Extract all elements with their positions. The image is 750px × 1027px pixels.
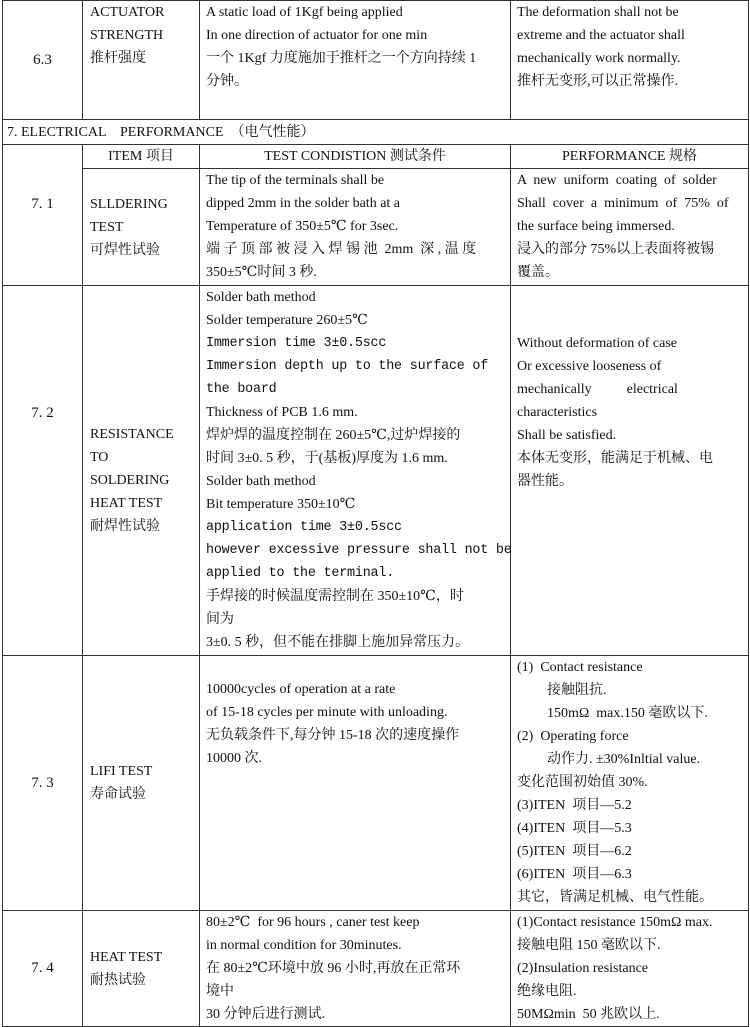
spec-table [2,0,749,1027]
condition-line: however excessive pressure shall not be [206,543,512,558]
performance-line: (6)ITEN 项目—6.3 [517,867,632,882]
spec-row-7-3 [3,656,749,911]
performance-line: mechanically electrical [517,382,678,397]
section-heading-row [3,120,749,145]
condition-line: 30 分钟后进行测试. [206,1007,325,1022]
item-name-line: STRENGTH [90,28,164,43]
performance [511,169,749,286]
item-name [83,656,200,911]
header-number-blank [3,145,83,169]
item-number: 7. 1 [3,169,83,286]
condition-line: 间为 [206,612,234,627]
condition-line: 焊炉焊的温度控制在 260±5℃,过炉焊接的 [206,428,461,443]
item-name-line: TEST [90,219,124,235]
condition-line: 10000 次. [206,751,262,766]
condition-line: Immersion depth up to the surface of [206,359,489,374]
condition-line: Thickness of PCB 1.6 mm. [206,405,358,420]
item-name [83,911,200,1027]
item-name-line: SLLDERING [90,196,168,212]
performance-line: (2) Operating force [517,729,629,744]
performance-line: (1)Contact resistance 150mΩ max. [517,915,713,930]
performance-line: 推杆无变形,可以正常操作. [517,74,678,89]
test-condition [200,169,511,286]
performance-line: 绝缘电阻. [517,984,577,999]
condition-line: 80±2℃ for 96 hours , caner test keep [206,915,420,930]
performance-line: 动作力. ±30%Inltial value. [547,752,701,767]
performance [511,911,749,1027]
item-name-line: ACTUATOR [90,5,165,20]
spec-row-7-1 [3,169,749,286]
item-name-line: SOLDERING [90,473,170,488]
spec-row-6-3 [3,1,749,120]
performance-line: (3)ITEN 项目—5.2 [517,798,632,813]
condition-line: Solder bath method [206,474,316,489]
performance-line: 150mΩ max.150 毫欧以下. [547,706,708,721]
header-performance: PERFORMANCE 规格 [511,145,749,169]
test-condition [200,286,511,656]
item-name-line: TO [90,450,109,465]
column-header-row [3,145,749,169]
condition-line: The tip of the terminals shall be [206,173,385,188]
item-name-line: 耐焊性试验 [90,519,160,534]
item-name-line: LIFI TEST [90,764,153,779]
performance-line: 本体无变形，能满足于机械、电 [517,451,713,466]
condition-line: of 15-18 cycles per minute with unloading. [206,705,448,720]
performance-line: (1) Contact resistance [517,660,643,675]
condition-line: dipped 2mm in the solder bath at a [206,196,401,211]
condition-line: Bit temperature 350±10℃ [206,497,356,512]
performance-line: the surface being immersed. [517,219,675,234]
condition-line: 一个 1Kgf 力度施加于推杆之一个方向持续 1 [206,51,477,66]
test-condition [200,656,511,911]
condition-line: 在 80±2℃环境中放 96 小时,再放在正常环 [206,961,461,976]
item-number: 7. 2 [3,286,83,656]
condition-line: 手焊接的时候温度需控制在 350±10℃，时 [206,589,464,604]
test-condition [200,1,511,120]
performance-line: 50MΩmin 50 兆欧以上. [517,1007,660,1022]
condition-line: 分钟。 [206,74,248,89]
test-condition [200,911,511,1027]
performance-line: 其它，皆满足机械、电气性能。 [517,890,713,905]
performance-line: characteristics [517,405,598,420]
performance-line: 覆盖。 [517,265,559,280]
performance-line: (4)ITEN 项目—5.3 [517,821,632,836]
condition-line: 10000cycles of operation at a rate [206,682,396,697]
item-name-line: 可焊性试验 [90,242,160,258]
performance-line: (5)ITEN 项目—6.2 [517,844,632,859]
section-title: 7. ELECTRICAL PERFORMANCE （电气性能） [3,120,749,145]
condition-line: 端 子 顶 部 被 浸 入 焊 锡 池 2mm 深 , 温 度 [206,242,477,257]
item-name-line: HEAT TEST [90,949,163,965]
performance-line: A new uniform coating of solder [517,173,717,188]
item-number: 7. 4 [3,911,83,1027]
performance-line: Shall be satisfied. [517,428,617,443]
item-name-line: 推杆强度 [90,51,146,66]
condition-line: application time 3±0.5scc [206,520,402,535]
condition-line: Immersion time 3±0.5scc [206,336,387,351]
performance [511,656,749,911]
performance-line: The deformation shall not be [517,5,679,20]
spec-row-7-2 [3,286,749,656]
performance [511,286,749,656]
condition-line: the board [206,382,277,397]
performance-line: Or excessive looseness of [517,359,662,374]
condition-line: In one direction of actuator for one min [206,28,428,43]
condition-line: Solder bath method [206,290,316,305]
performance-line: mechanically work normally. [517,51,681,66]
item-number: 6.3 [3,1,83,120]
item-name [83,169,200,286]
performance-line: 接触阻抗. [547,683,607,698]
condition-line: 境中 [206,984,234,999]
condition-line: Temperature of 350±5℃ for 3sec. [206,219,399,234]
header-condition: TEST CONDISTION 测试条件 [200,145,511,169]
condition-line: Solder temperature 260±5℃ [206,313,368,328]
performance-line: Shall cover a minimum of 75% of [517,196,729,211]
item-number: 7. 3 [3,656,83,911]
performance-line: 浸入的部分 75%以上表面将被锡 [517,242,715,257]
condition-line: applied to the terminal. [206,566,395,581]
performance-line: 变化范围初始值 30%. [517,775,648,790]
condition-line: A static load of 1Kgf being applied [206,5,403,20]
condition-line: 3±0. 5 秒，但不能在排脚上施加异常压力。 [206,635,470,650]
performance-line: 接触电阻 150 毫欧以下. [517,938,661,953]
item-name-line: HEAT TEST [90,496,163,511]
spec-row-7-4 [3,911,749,1027]
item-name [83,286,200,656]
condition-line: in normal condition for 30minutes. [206,938,402,953]
condition-line: 无负载条件下,每分钟 15-18 次的速度操作 [206,728,460,743]
item-name [83,1,200,120]
performance-line: (2)Insulation resistance [517,961,649,976]
condition-line: 时间 3±0. 5 秒，于(基板)厚度为 1.6 mm. [206,451,448,466]
header-item: ITEM 项目 [83,145,200,169]
item-name-line: RESISTANCE [90,427,174,442]
performance-line: 器性能。 [517,474,573,489]
performance-line: Without deformation of case [517,336,677,351]
condition-line: 350±5℃时间 3 秒. [206,265,317,280]
performance-line: extreme and the actuator shall [517,28,685,43]
performance [511,1,749,120]
item-name-line: 寿命试验 [90,787,146,802]
item-name-line: 耐热试验 [90,972,146,988]
